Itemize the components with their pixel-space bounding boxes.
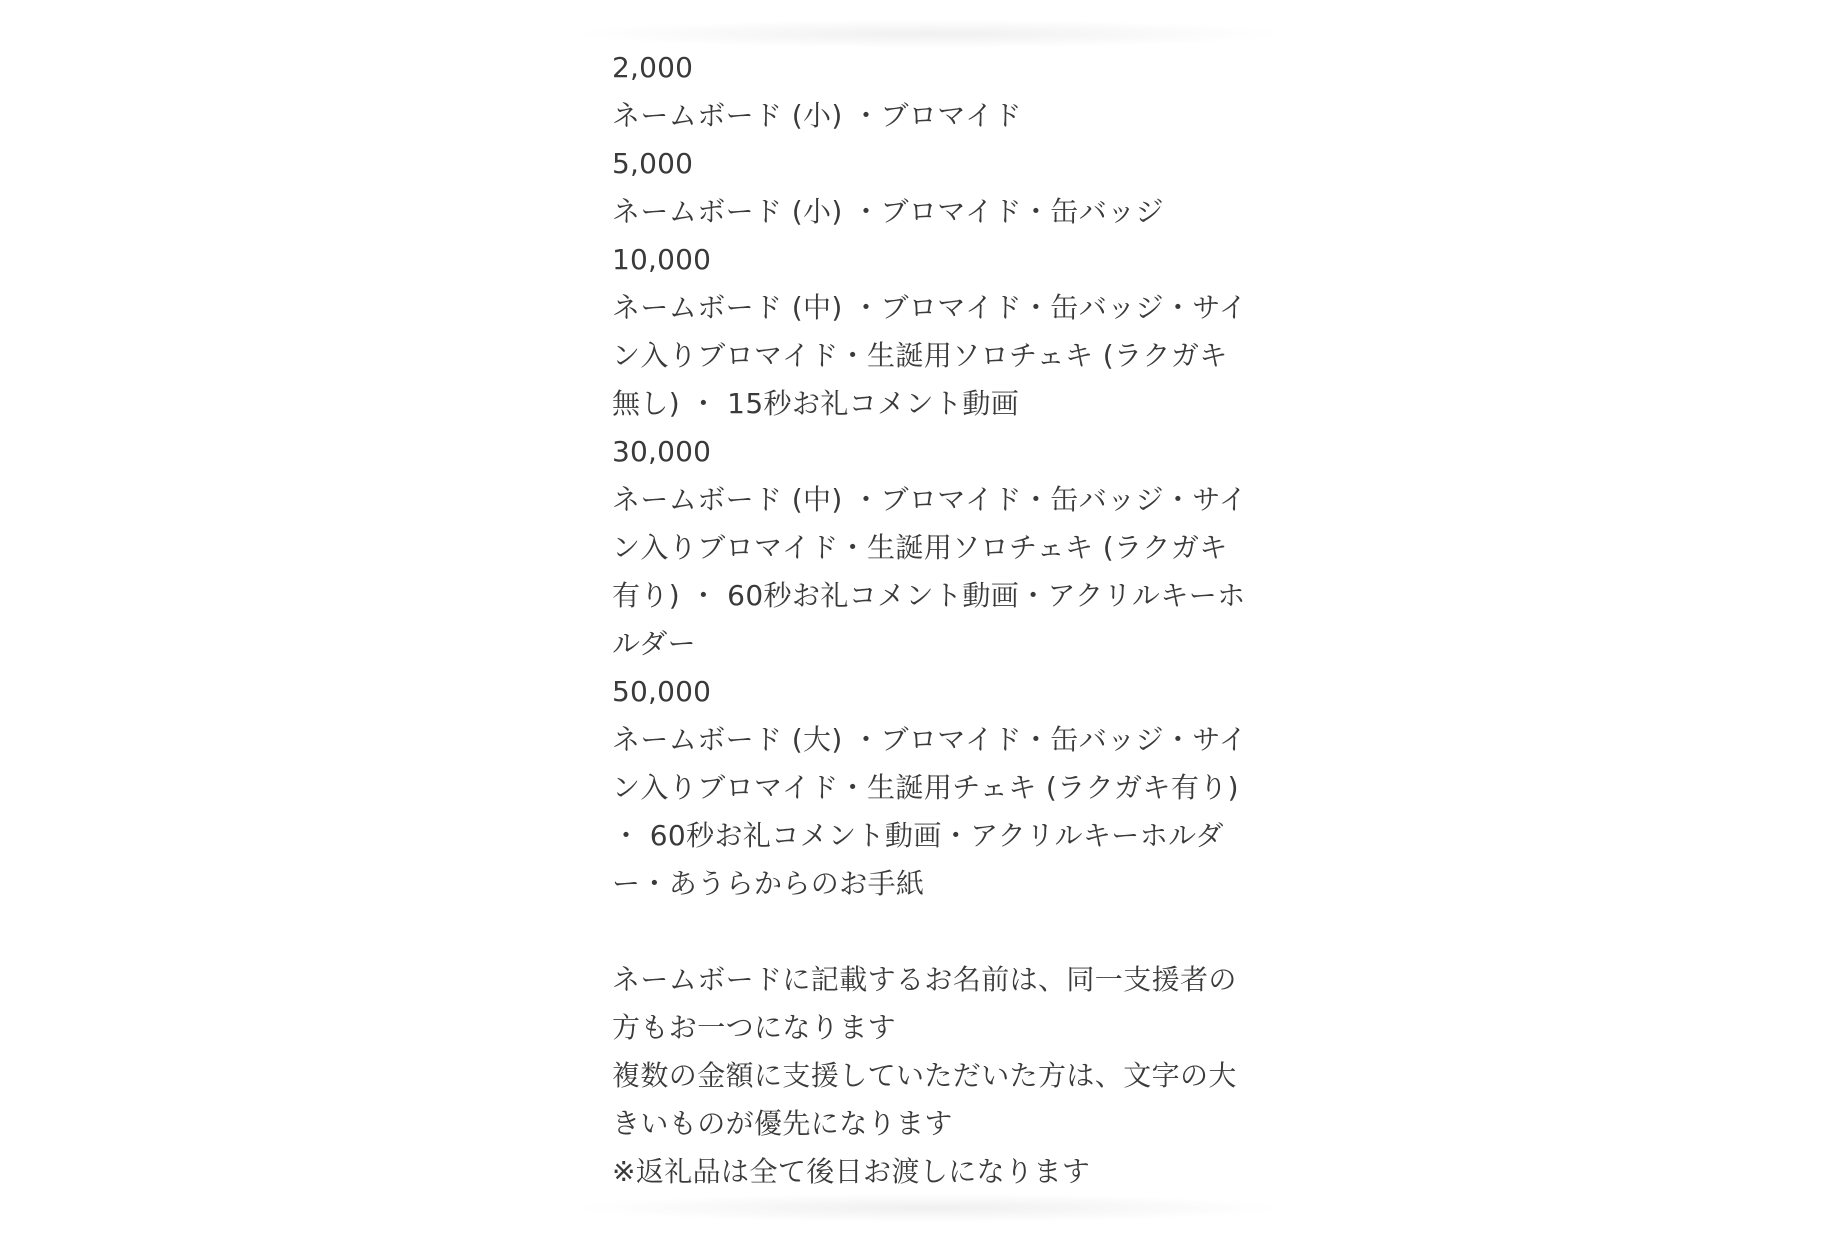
reward-notes: [612, 956, 1252, 1196]
tier-amount: 10,000: [612, 243, 712, 276]
name-board-note: ネームボードに記載するお名前は、同一支援者の方もお一つになります: [612, 963, 1237, 1044]
reward-tier-10000: [612, 236, 1252, 428]
tier-reward-description: ネームボード (小) ・ブロマイド: [612, 99, 1022, 132]
tier-amount: 30,000: [612, 435, 712, 468]
reward-tier-2000: [612, 44, 1252, 140]
tier-amount: 2,000: [612, 51, 694, 84]
reward-tier-30000: [612, 428, 1252, 668]
reward-tier-50000: [612, 668, 1252, 908]
reward-description-text: [612, 44, 1252, 1196]
paragraph-spacer: [612, 908, 1252, 956]
bottom-fade-shadow: [580, 1194, 1280, 1222]
tier-reward-description: ネームボード (小) ・ブロマイド・缶バッジ: [612, 195, 1164, 228]
tier-reward-description: ネームボード (中) ・ブロマイド・缶バッジ・サイン入りブロマイド・生誕用ソロチェキ (ラクガキ無し) ・ 15秒お礼コメント動画: [612, 291, 1248, 420]
tier-amount: 50,000: [612, 675, 712, 708]
multiple-support-note: 複数の金額に支援していただいた方は、文字の大きいものが優先になります: [612, 1059, 1237, 1140]
tier-reward-description: ネームボード (中) ・ブロマイド・缶バッジ・サイン入りブロマイド・生誕用ソロチェキ (ラクガキ有り) ・ 60秒お礼コメント動画・アクリルキーホルダー: [612, 483, 1248, 660]
tier-reward-description: ネームボード (大) ・ブロマイド・缶バッジ・サイン入りブロマイド・生誕用チェキ (ラクガキ有り) ・ 60秒お礼コメント動画・アクリルキーホルダー・あうらからのお手紙: [612, 723, 1248, 900]
tier-amount: 5,000: [612, 147, 694, 180]
reward-tier-5000: [612, 140, 1252, 236]
delivery-note: ※返礼品は全て後日お渡しになります: [612, 1155, 1091, 1188]
